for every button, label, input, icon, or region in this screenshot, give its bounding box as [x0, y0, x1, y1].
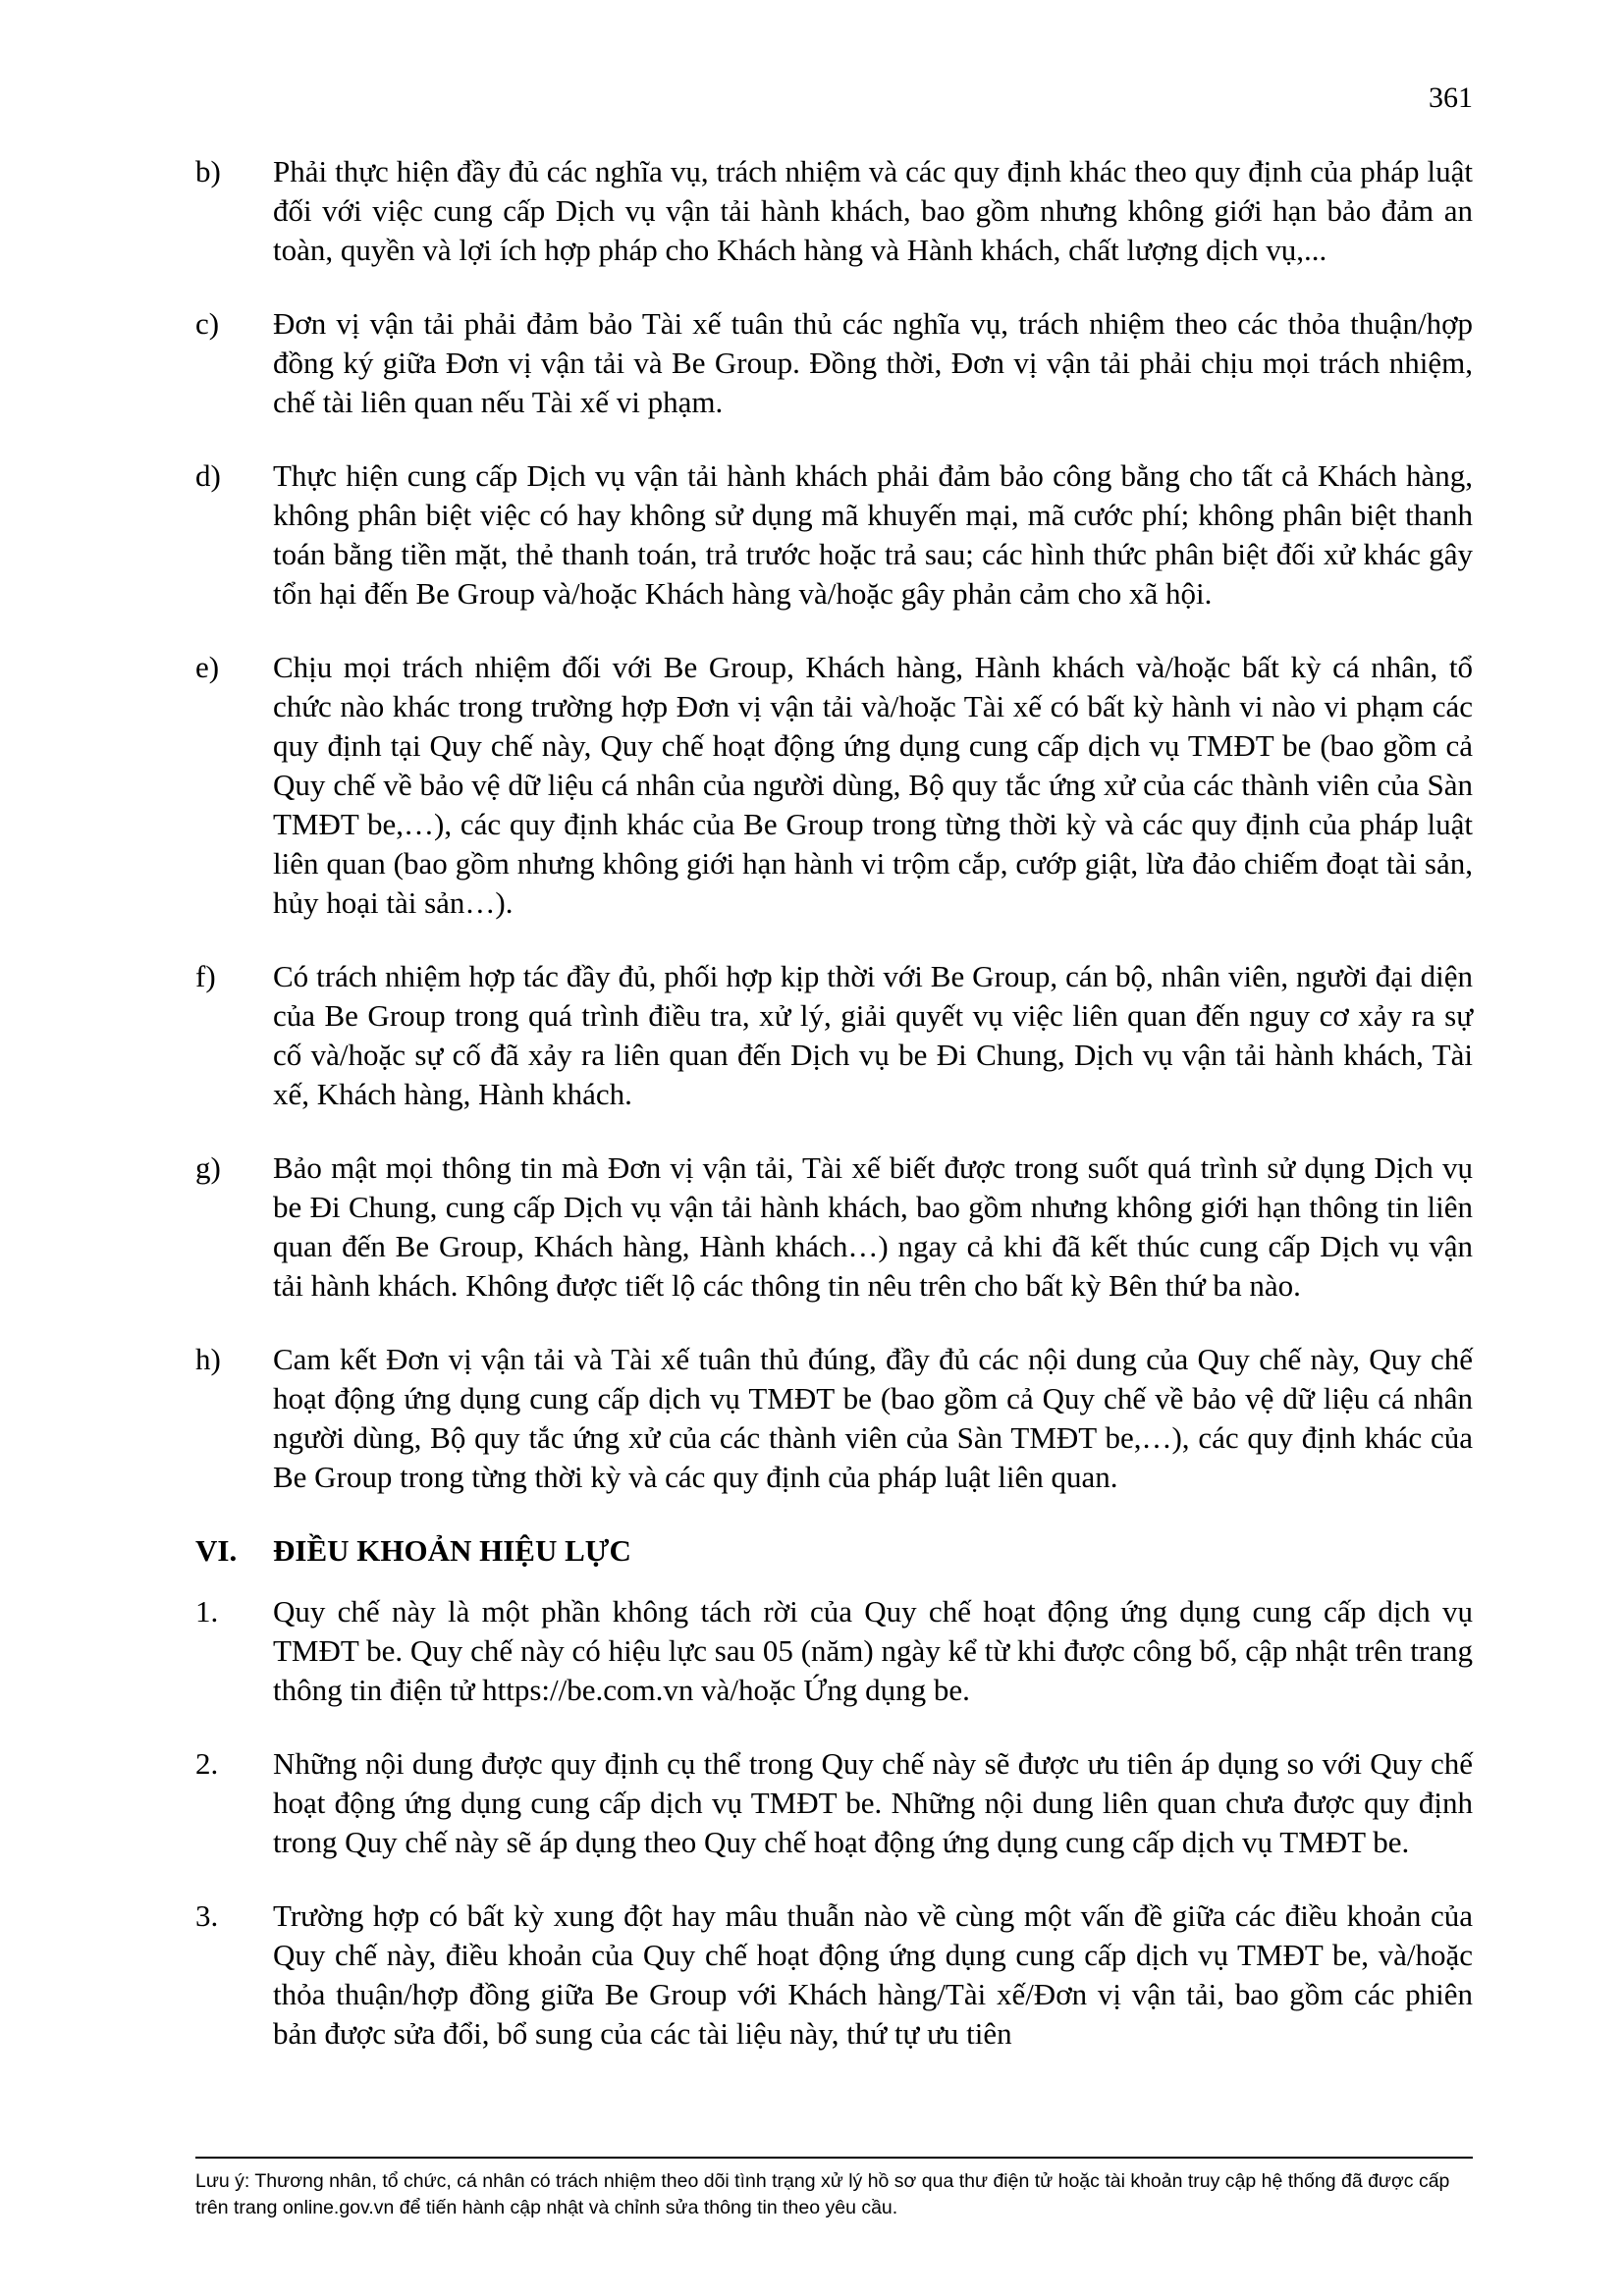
list-item-d — [195, 456, 1473, 614]
list-item-text: Đơn vị vận tải phải đảm bảo Tài xế tuân thủ các nghĩa vụ, trách nhiệm theo các thỏa thuận/hợp đồng ký giữa Đơn vị vận tải và Be Group. Đồng thời, Đơn vị vận tải phải chịu mọi trách nhiệm, chế tài liên quan nếu Tài xế vi phạm. — [273, 306, 1473, 419]
list-item-2 — [195, 1744, 1473, 1862]
section-number: VI. — [195, 1533, 238, 1568]
list-item-f — [195, 957, 1473, 1114]
section-title: ĐIỀU KHOẢN HIỆU LỰC — [273, 1533, 631, 1568]
list-item-1 — [195, 1592, 1473, 1710]
list-item-3 — [195, 1896, 1473, 2054]
list-item-c — [195, 304, 1473, 422]
list-marker: 2. — [195, 1746, 219, 1781]
list-item-text: Bảo mật mọi thông tin mà Đơn vị vận tải, Tài xế biết được trong suốt quá trình sử dụng Dịch vụ be Đi Chung, cung cấp Dịch vụ vận tải hành khách, bao gồm nhưng không giới hạn thông tin liên quan đến Be Group, Khách hàng, Hành khách…) ngay cả khi đã kết thúc cung cấp Dịch vụ vận tải hành khách. Không được tiết lộ các thông tin nêu trên cho bất kỳ Bên thứ ba nào. — [273, 1150, 1473, 1303]
footer-note: Lưu ý: Thương nhân, tổ chức, cá nhân có trách nhiệm theo dõi tình trạng xử lý hồ sơ qua thư điện tử hoặc tài khoản truy cập hệ thống đã được cấp trên trang online.gov.vn để tiến hành cập nhật và chỉnh sửa thông tin theo yêu cầu. — [195, 2170, 1450, 2218]
list-marker: c) — [195, 306, 220, 341]
list-item-e — [195, 648, 1473, 923]
list-item-text: Có trách nhiệm hợp tác đầy đủ, phối hợp kịp thời với Be Group, cán bộ, nhân viên, người đại diện của Be Group trong quá trình điều tra, xử lý, giải quyết vụ việc liên quan đến nguy cơ xảy ra sự cố và/hoặc sự cố đã xảy ra liên quan đến Dịch vụ be Đi Chung, Dịch vụ vận tải hành khách, Tài xế, Khách hàng, Hành khách. — [273, 959, 1473, 1111]
list-marker: b) — [195, 154, 221, 188]
section-heading — [195, 1531, 1473, 1571]
list-item-text: Chịu mọi trách nhiệm đối với Be Group, Khách hàng, Hành khách và/hoặc bất kỳ cá nhân, tổ chức nào khác trong trường hợp Đơn vị vận tải và/hoặc Tài xế có bất kỳ hành vi nào vi phạm các quy định tại Quy chế này, Quy chế hoạt động ứng dụng cung cấp dịch vụ TMĐT be (bao gồm cả Quy chế về bảo vệ dữ liệu cá nhân của người dùng, Bộ quy tắc ứng xử của các thành viên của Sàn TMĐT be,…), các quy định khác của Be Group trong từng thời kỳ và các quy định của pháp luật liên quan (bao gồm nhưng không giới hạn hành vi trộm cắp, cướp giật, lừa đảo chiếm đoạt tài sản, hủy hoại tài sản…). — [273, 650, 1473, 920]
page-number: 361 — [1429, 81, 1473, 114]
list-item-text: Những nội dung được quy định cụ thể trong Quy chế này sẽ được ưu tiên áp dụng so với Quy chế hoạt động ứng dụng cung cấp dịch vụ TMĐT be. Những nội dung liên quan chưa được quy định trong Quy chế này sẽ áp dụng theo Quy chế hoạt động ứng dụng cung cấp dịch vụ TMĐT be. — [273, 1746, 1473, 1859]
footer-divider — [195, 2157, 1473, 2159]
list-item-text: Phải thực hiện đầy đủ các nghĩa vụ, trách nhiệm và các quy định khác theo quy định của pháp luật đối với việc cung cấp Dịch vụ vận tải hành khách, bao gồm nhưng không giới hạn bảo đảm an toàn, quyền và lợi ích hợp pháp cho Khách hàng và Hành khách, chất lượng dịch vụ,... — [273, 154, 1473, 267]
list-marker: g) — [195, 1150, 221, 1185]
document-body — [195, 152, 1473, 2088]
list-marker: e) — [195, 650, 220, 684]
list-item-g — [195, 1148, 1473, 1306]
list-marker: 1. — [195, 1594, 219, 1629]
list-item-text: Trường hợp có bất kỳ xung đột hay mâu thuẫn nào về cùng một vấn đề giữa các điều khoản của Quy chế này, điều khoản của Quy chế hoạt động ứng dụng cung cấp dịch vụ TMĐT be, và/hoặc thỏa thuận/hợp đồng giữa Be Group với Khách hàng/Tài xế/Đơn vị vận tải, bao gồm các phiên bản được sửa đổi, bổ sung của các tài liệu này, thứ tự ưu tiên — [273, 1898, 1473, 2051]
list-item-text: Cam kết Đơn vị vận tải và Tài xế tuân thủ đúng, đầy đủ các nội dung của Quy chế này, Quy chế hoạt động ứng dụng cung cấp dịch vụ TMĐT be (bao gồm cả Quy chế về bảo vệ dữ liệu cá nhân người dùng, Bộ quy tắc ứng xử của các thành viên của Sàn TMĐT be,…), các quy định khác của Be Group trong từng thời kỳ và các quy định của pháp luật liên quan. — [273, 1342, 1473, 1494]
list-item-h — [195, 1340, 1473, 1497]
list-marker: 3. — [195, 1898, 219, 1933]
list-marker: d) — [195, 458, 221, 493]
list-marker: f) — [195, 959, 216, 993]
list-item-text: Quy chế này là một phần không tách rời của Quy chế hoạt động ứng dụng cung cấp dịch vụ TMĐT be. Quy chế này có hiệu lực sau 05 (năm) ngày kể từ khi được công bố, cập nhật trên trang thông tin điện tử https://be.com.vn và/hoặc Ứng dụng be. — [273, 1594, 1473, 1707]
list-marker: h) — [195, 1342, 221, 1376]
list-item-text: Thực hiện cung cấp Dịch vụ vận tải hành khách phải đảm bảo công bằng cho tất cả Khách hàng, không phân biệt việc có hay không sử dụng mã khuyến mại, mã cước phí; không phân biệt thanh toán bằng tiền mặt, thẻ thanh toán, trả trước hoặc trả sau; các hình thức phân biệt đối xử khác gây tổn hại đến Be Group và/hoặc Khách hàng và/hoặc gây phản cảm cho xã hội. — [273, 458, 1473, 611]
list-item-b — [195, 152, 1473, 270]
